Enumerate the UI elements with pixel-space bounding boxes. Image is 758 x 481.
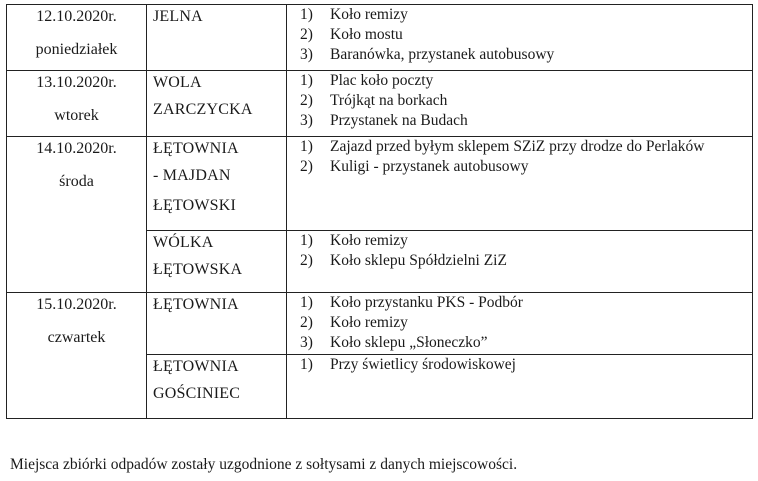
place-name: ŁĘTOWSKI [153, 197, 237, 214]
place-name: ZARCZYCKA [153, 101, 253, 118]
list-item [300, 111, 752, 131]
place-name: ŁĘTOWNIA [153, 358, 239, 375]
footnote: Miejsca zbiórki odpadów zostały uzgodnione z sołtysami z danych miejscowości. [10, 456, 518, 473]
list-item [300, 71, 752, 91]
list-item [300, 313, 752, 333]
item-text: Przystanek na Budach [330, 112, 468, 129]
collection-schedule-table [6, 4, 753, 419]
date-text: 15.10.2020r. [36, 296, 117, 313]
item-text: Baranówka, przystanek autobusowy [330, 46, 555, 63]
locations-cell [287, 71, 753, 137]
list-item [300, 25, 752, 45]
date-cell [7, 5, 147, 71]
item-text: Zajazd przed byłym sklepem SZiZ przy drodze do Perlaków [330, 138, 705, 155]
item-text: Koło remizy [330, 314, 408, 331]
table-row [7, 71, 753, 137]
item-number: 3) [300, 46, 313, 63]
date-text: 13.10.2020r. [36, 74, 117, 91]
list-item [300, 157, 752, 177]
list-item [300, 293, 752, 313]
item-text: Koło przystanku PKS - Podbór [330, 294, 523, 311]
item-number: 1) [300, 232, 313, 249]
weekday-text: wtorek [54, 107, 99, 124]
list-item [300, 251, 752, 271]
list-item [300, 333, 752, 353]
item-number: 2) [300, 92, 313, 109]
item-number: 1) [300, 138, 313, 155]
item-number: 2) [300, 252, 313, 269]
weekday-text: środa [59, 173, 94, 190]
item-number: 1) [300, 72, 313, 89]
item-number: 2) [300, 26, 313, 43]
place-cell [147, 355, 287, 419]
list-item [300, 137, 752, 157]
item-text: Koło sklepu Spółdzielni ZiZ [330, 252, 507, 269]
item-text: Kuligi - przystanek autobusowy [330, 158, 529, 175]
item-number: 1) [300, 294, 313, 311]
place-name: ŁĘTOWNIA [153, 140, 239, 157]
item-text: Koło remizy [330, 232, 408, 249]
date-cell [7, 71, 147, 137]
place-name: WÓLKA [153, 234, 214, 251]
place-name: GOŚCINIEC [153, 385, 241, 402]
place-name: ŁĘTOWSKA [153, 261, 243, 278]
list-item [300, 5, 752, 25]
table-row [7, 137, 753, 231]
place-name: ŁĘTOWNIA [153, 296, 239, 313]
weekday-text: poniedziałek [35, 41, 118, 58]
item-text: Plac koło poczty [330, 72, 434, 89]
weekday-text: czwartek [47, 329, 106, 346]
item-number: 3) [300, 334, 313, 351]
list-item [300, 45, 752, 65]
place-cell [147, 71, 287, 137]
item-text: Koło mostu [330, 26, 403, 43]
table-row [7, 293, 753, 355]
item-text: Koło remizy [330, 6, 408, 23]
place-cell [147, 137, 287, 231]
item-number: 2) [300, 158, 313, 175]
item-number: 2) [300, 314, 313, 331]
locations-cell [287, 293, 753, 355]
list-item [300, 231, 752, 251]
date-cell [7, 137, 147, 293]
item-text: Trójkąt na borkach [330, 92, 448, 109]
item-text: Przy świetlicy środowiskowej [330, 356, 516, 373]
item-number: 3) [300, 112, 313, 129]
place-name: WOLA [153, 74, 202, 91]
item-number: 1) [300, 6, 313, 23]
item-number: 1) [300, 356, 313, 373]
date-text: 14.10.2020r. [36, 140, 117, 157]
locations-cell [287, 137, 753, 231]
date-text: 12.10.2020r. [36, 8, 117, 25]
locations-cell [287, 231, 753, 293]
place-cell [147, 231, 287, 293]
locations-cell [287, 5, 753, 71]
place-cell [147, 293, 287, 355]
table-row [7, 5, 753, 71]
date-cell [7, 293, 147, 419]
locations-cell [287, 355, 753, 419]
place-name: JELNA [153, 8, 203, 25]
list-item [300, 355, 752, 375]
place-name: - MAJDAN [153, 167, 231, 184]
list-item [300, 91, 752, 111]
place-cell [147, 5, 287, 71]
item-text: Koło sklepu „Słoneczko” [330, 334, 488, 351]
